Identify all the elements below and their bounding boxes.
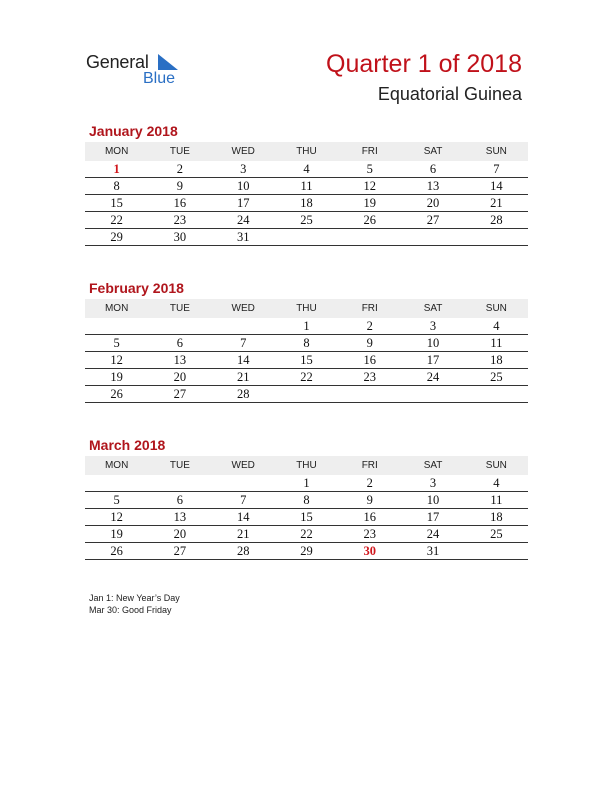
weekday-header: FRI xyxy=(338,299,401,318)
day-cell xyxy=(148,475,211,492)
day-cell: 4 xyxy=(465,475,528,492)
day-cell: 8 xyxy=(275,335,338,352)
weekday-header: SUN xyxy=(465,142,528,161)
day-cell: 25 xyxy=(465,369,528,386)
weekday-header: FRI xyxy=(338,456,401,475)
day-cell: 12 xyxy=(338,178,401,195)
day-cell: 30 xyxy=(148,229,211,246)
day-cell: 20 xyxy=(401,195,464,212)
day-cell xyxy=(212,475,275,492)
day-cell: 26 xyxy=(85,543,148,560)
day-cell: 4 xyxy=(465,318,528,335)
day-cell: 22 xyxy=(275,526,338,543)
day-cell: 10 xyxy=(401,335,464,352)
weekday-header: WED xyxy=(212,456,275,475)
month-title: February 2018 xyxy=(89,280,184,296)
day-cell: 27 xyxy=(148,543,211,560)
week-row xyxy=(85,526,528,543)
day-cell: 19 xyxy=(85,369,148,386)
day-cell: 27 xyxy=(401,212,464,229)
day-cell: 16 xyxy=(148,195,211,212)
day-cell: 22 xyxy=(85,212,148,229)
weekday-header: SAT xyxy=(401,456,464,475)
week-row xyxy=(85,475,528,492)
day-cell: 8 xyxy=(275,492,338,509)
page-title: Quarter 1 of 2018 xyxy=(326,50,522,78)
day-cell: 13 xyxy=(401,178,464,195)
day-cell: 22 xyxy=(275,369,338,386)
weekday-header: SUN xyxy=(465,456,528,475)
weekday-header: FRI xyxy=(338,142,401,161)
generalblue-logo xyxy=(86,52,186,92)
day-cell: 11 xyxy=(465,335,528,352)
day-cell: 15 xyxy=(85,195,148,212)
day-cell: 9 xyxy=(338,335,401,352)
day-cell: 12 xyxy=(85,352,148,369)
day-cell: 1 xyxy=(275,318,338,335)
day-cell: 19 xyxy=(85,526,148,543)
day-cell: 16 xyxy=(338,352,401,369)
month-january xyxy=(85,122,528,246)
month-march xyxy=(85,436,528,560)
day-cell: 16 xyxy=(338,509,401,526)
weekday-header: THU xyxy=(275,456,338,475)
day-cell: 1 xyxy=(275,475,338,492)
month-title: January 2018 xyxy=(89,123,178,139)
day-cell: 17 xyxy=(212,195,275,212)
week-row xyxy=(85,369,528,386)
weekday-header-row xyxy=(85,142,528,161)
month-february xyxy=(85,279,528,403)
week-row xyxy=(85,509,528,526)
day-cell: 19 xyxy=(338,195,401,212)
week-row xyxy=(85,178,528,195)
day-cell: 7 xyxy=(212,492,275,509)
day-cell: 3 xyxy=(401,318,464,335)
day-cell: 17 xyxy=(401,352,464,369)
day-cell: 2 xyxy=(338,475,401,492)
day-cell: 18 xyxy=(465,509,528,526)
day-cell xyxy=(212,318,275,335)
day-cell xyxy=(338,386,401,403)
week-row xyxy=(85,212,528,229)
week-row xyxy=(85,229,528,246)
week-row xyxy=(85,543,528,560)
weekday-header-row xyxy=(85,299,528,318)
day-cell: 26 xyxy=(85,386,148,403)
day-cell xyxy=(338,229,401,246)
day-cell: 25 xyxy=(465,526,528,543)
day-cell: 27 xyxy=(148,386,211,403)
day-cell: 12 xyxy=(85,509,148,526)
country-name: Equatorial Guinea xyxy=(377,84,522,104)
day-cell xyxy=(85,318,148,335)
day-cell xyxy=(401,386,464,403)
day-cell xyxy=(401,229,464,246)
calendar-grid xyxy=(85,456,528,560)
day-cell: 6 xyxy=(148,492,211,509)
week-row xyxy=(85,161,528,178)
day-cell xyxy=(465,386,528,403)
day-cell: 24 xyxy=(401,369,464,386)
weekday-header: WED xyxy=(212,142,275,161)
day-cell: 20 xyxy=(148,526,211,543)
day-cell: 13 xyxy=(148,352,211,369)
day-cell: 14 xyxy=(212,509,275,526)
day-cell: 30 xyxy=(338,543,401,560)
day-cell: 2 xyxy=(148,161,211,178)
day-cell: 8 xyxy=(85,178,148,195)
day-cell: 7 xyxy=(212,335,275,352)
logo-blue-text: Blue xyxy=(143,70,176,87)
day-cell: 11 xyxy=(275,178,338,195)
day-cell: 21 xyxy=(212,526,275,543)
weekday-header: SUN xyxy=(465,299,528,318)
day-cell: 3 xyxy=(212,161,275,178)
weekday-header: SAT xyxy=(401,142,464,161)
day-cell: 31 xyxy=(212,229,275,246)
weekday-header: WED xyxy=(212,299,275,318)
week-row xyxy=(85,492,528,509)
day-cell: 23 xyxy=(338,369,401,386)
day-cell: 14 xyxy=(465,178,528,195)
day-cell: 15 xyxy=(275,509,338,526)
logo-flag-icon xyxy=(156,54,180,70)
day-cell: 6 xyxy=(401,161,464,178)
weekday-header: MON xyxy=(85,299,148,318)
day-cell: 3 xyxy=(401,475,464,492)
week-row xyxy=(85,386,528,403)
day-cell: 15 xyxy=(275,352,338,369)
calendar-grid xyxy=(85,142,528,246)
weekday-header: TUE xyxy=(148,299,211,318)
day-cell xyxy=(465,543,528,560)
day-cell: 7 xyxy=(465,161,528,178)
week-row xyxy=(85,195,528,212)
day-cell: 10 xyxy=(212,178,275,195)
day-cell: 21 xyxy=(465,195,528,212)
week-row xyxy=(85,335,528,352)
day-cell: 18 xyxy=(275,195,338,212)
day-cell: 4 xyxy=(275,161,338,178)
day-cell: 28 xyxy=(212,386,275,403)
day-cell: 29 xyxy=(85,229,148,246)
weekday-header: TUE xyxy=(148,142,211,161)
holiday-notes xyxy=(89,592,180,616)
weekday-header-row xyxy=(85,456,528,475)
day-cell: 17 xyxy=(401,509,464,526)
day-cell: 14 xyxy=(212,352,275,369)
day-cell: 28 xyxy=(465,212,528,229)
day-cell: 1 xyxy=(85,161,148,178)
day-cell: 18 xyxy=(465,352,528,369)
week-row xyxy=(85,318,528,335)
holiday-note: Jan 1: New Year’s Day xyxy=(89,593,180,603)
weekday-header: THU xyxy=(275,299,338,318)
day-cell: 31 xyxy=(401,543,464,560)
weekday-header: MON xyxy=(85,142,148,161)
weekday-header: MON xyxy=(85,456,148,475)
day-cell xyxy=(148,318,211,335)
day-cell: 11 xyxy=(465,492,528,509)
week-row xyxy=(85,352,528,369)
day-cell: 2 xyxy=(338,318,401,335)
weekday-header: SAT xyxy=(401,299,464,318)
day-cell: 29 xyxy=(275,543,338,560)
day-cell xyxy=(85,475,148,492)
day-cell: 26 xyxy=(338,212,401,229)
day-cell: 20 xyxy=(148,369,211,386)
day-cell xyxy=(465,229,528,246)
calendar-grid xyxy=(85,299,528,403)
day-cell: 23 xyxy=(338,526,401,543)
day-cell: 10 xyxy=(401,492,464,509)
day-cell: 5 xyxy=(85,335,148,352)
weekday-header: TUE xyxy=(148,456,211,475)
day-cell: 13 xyxy=(148,509,211,526)
day-cell: 24 xyxy=(401,526,464,543)
day-cell: 5 xyxy=(338,161,401,178)
day-cell: 24 xyxy=(212,212,275,229)
day-cell xyxy=(275,229,338,246)
day-cell: 9 xyxy=(148,178,211,195)
logo-general-text: General xyxy=(86,52,149,72)
day-cell xyxy=(275,386,338,403)
day-cell: 6 xyxy=(148,335,211,352)
month-title: March 2018 xyxy=(89,437,166,453)
day-cell: 25 xyxy=(275,212,338,229)
day-cell: 28 xyxy=(212,543,275,560)
day-cell: 21 xyxy=(212,369,275,386)
day-cell: 23 xyxy=(148,212,211,229)
holiday-note: Mar 30: Good Friday xyxy=(89,605,172,615)
day-cell: 9 xyxy=(338,492,401,509)
weekday-header: THU xyxy=(275,142,338,161)
day-cell: 5 xyxy=(85,492,148,509)
